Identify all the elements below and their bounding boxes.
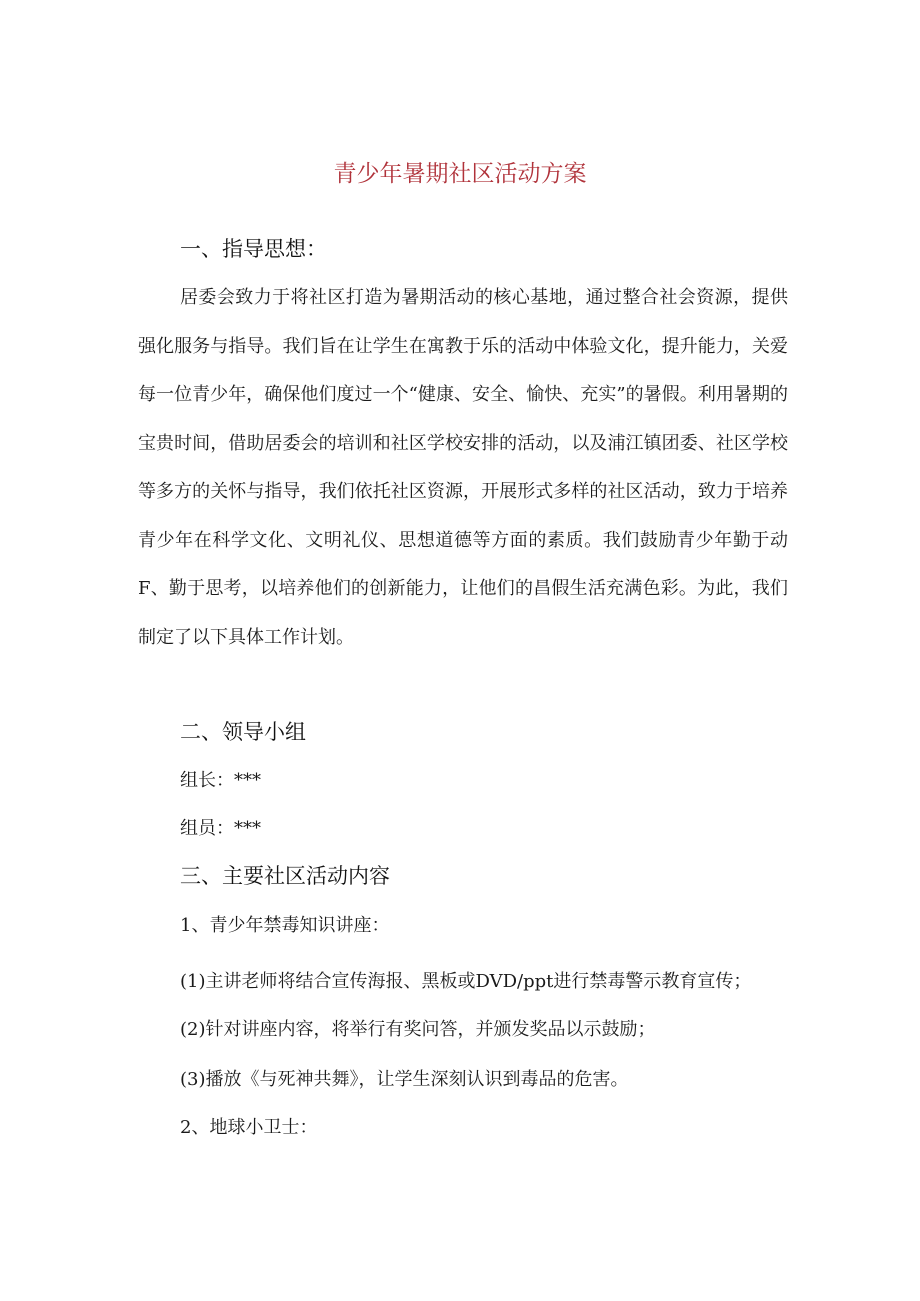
group-leader-line: 组长：***	[180, 770, 261, 791]
section-heading-activities: 三、主要社区活动内容	[180, 864, 390, 888]
activity-point: (1)主讲老师将结合宣传海报、黑板或DVD/ppt进行禁毒警示教育宣传；	[180, 971, 752, 992]
page-title: 青少年暑期社区活动方案	[333, 161, 587, 187]
activity-point: (2)针对讲座内容，将举行有奖问答，并颁发奖品以示鼓励；	[180, 1019, 656, 1040]
section-heading-guiding-ideology: 一、指导思想：	[180, 237, 327, 261]
activity-item-title: 1、青少年禁毒知识讲座：	[180, 915, 390, 936]
group-members-line: 组员：***	[180, 818, 261, 839]
section-heading-leadership-group: 二、领导小组	[180, 720, 306, 744]
guiding-ideology-paragraph: 居委会致力于将社区打造为暑期活动的核心基地，通过整合社会资源，提供强化服务与指导。我们旨在让学生在寓教于乐的活动中体验文化，提升能力，关爱每一位青少年，确保他们度过一个“健康、安全、愉快、充实”的暑假。利用暑期的宝贵时间，借助居委会的培训和社区学校安排的活动，以及浦江镇团委、社区学校等多方的关怀与指导，我们依托社区资源，开展形式多样的社区活动，致力于培养青少年在科学文化、文明礼仪、思想道德等方面的素质。我们鼓励青少年勤于动F、勤于思考，以培养他们的创新能力，让他们的昌假生活充满色彩。为此，我们制定了以下具体工作计划。	[138, 287, 788, 648]
activity-item-title: 2、地球小卫士：	[180, 1117, 318, 1138]
activity-point: (3)播放《与死神共舞》，让学生深刻认识到毒品的危害。	[180, 1069, 629, 1090]
